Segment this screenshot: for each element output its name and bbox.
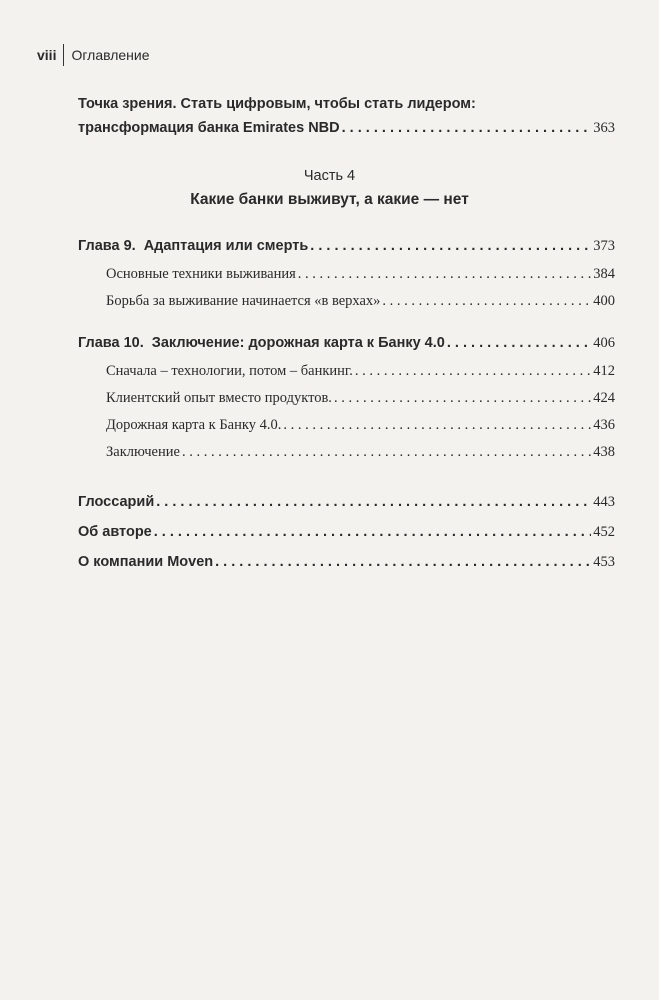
toc-section[interactable] <box>106 293 615 310</box>
section-page: 412 <box>593 363 615 379</box>
dot-leader <box>156 494 591 510</box>
section-page: 424 <box>593 390 615 406</box>
backmatter-title: Об авторе <box>78 524 152 540</box>
toc-section[interactable] <box>106 266 615 283</box>
chapter-name: Адаптация или смерть <box>143 238 309 254</box>
toc-section[interactable] <box>106 444 615 461</box>
section-title: Основные техники выживания <box>106 266 296 282</box>
section-title: Дорожная карта к Банку 4.0. <box>106 417 282 433</box>
backmatter-page: 452 <box>593 524 615 540</box>
viewpoint-entry-title: трансформация банка Emirates NBD <box>78 120 340 136</box>
section-title: Клиентский опыт вместо продуктов. <box>106 390 332 406</box>
chapter-page: 406 <box>593 335 615 351</box>
dot-leader <box>342 120 592 136</box>
part-title: Какие банки выживут, а какие — нет <box>190 191 469 208</box>
backmatter-title: О компании Moven <box>78 554 214 570</box>
dot-leader <box>182 444 591 461</box>
toc-about-author[interactable] <box>78 524 615 541</box>
toc-section[interactable] <box>106 363 615 380</box>
toc-section[interactable] <box>106 417 615 434</box>
toc-chapter-10[interactable] <box>78 335 615 352</box>
running-head <box>37 44 150 66</box>
section-page: 436 <box>593 417 615 433</box>
dot-leader <box>355 363 591 380</box>
toc-glossary[interactable] <box>78 494 615 511</box>
toc-chapter-9[interactable] <box>78 238 615 255</box>
backmatter-page: 453 <box>593 554 615 570</box>
header-divider <box>63 44 64 66</box>
page-number: viii <box>37 47 57 63</box>
chapter-title <box>78 238 308 254</box>
viewpoint-entry[interactable] <box>78 120 615 137</box>
chapter-number: Глава 10. <box>78 335 144 351</box>
chapter-number: Глава 9. <box>78 238 136 254</box>
section-title: Оглавление <box>71 47 150 63</box>
backmatter-page: 443 <box>593 494 615 510</box>
section-title: Борьба за выживание начинается «в верхах» <box>106 293 381 309</box>
section-title: Заключение <box>106 444 180 460</box>
dot-leader <box>298 266 591 283</box>
chapter-page: 373 <box>593 238 615 254</box>
viewpoint-entry-line1: Точка зрения. Стать цифровым, чтобы стать лидером: <box>78 96 476 112</box>
section-title: Сначала – технологии, потом – банкинг. <box>106 363 353 379</box>
dot-leader <box>334 390 591 407</box>
chapter-title <box>78 335 445 351</box>
section-page: 400 <box>593 293 615 309</box>
dot-leader <box>283 417 591 434</box>
section-page: 384 <box>593 266 615 282</box>
chapter-name: Заключение: дорожная карта к Банку 4.0 <box>151 335 445 351</box>
toc-section[interactable] <box>106 390 615 407</box>
dot-leader <box>215 554 591 570</box>
toc-about-moven[interactable] <box>78 554 615 571</box>
dot-leader <box>382 293 591 310</box>
part-label: Часть 4 <box>303 168 356 184</box>
dot-leader <box>447 335 591 351</box>
viewpoint-entry-page: 363 <box>593 120 615 136</box>
backmatter-title: Глоссарий <box>78 494 155 510</box>
dot-leader <box>310 238 591 254</box>
section-page: 438 <box>593 444 615 460</box>
dot-leader <box>154 524 592 540</box>
